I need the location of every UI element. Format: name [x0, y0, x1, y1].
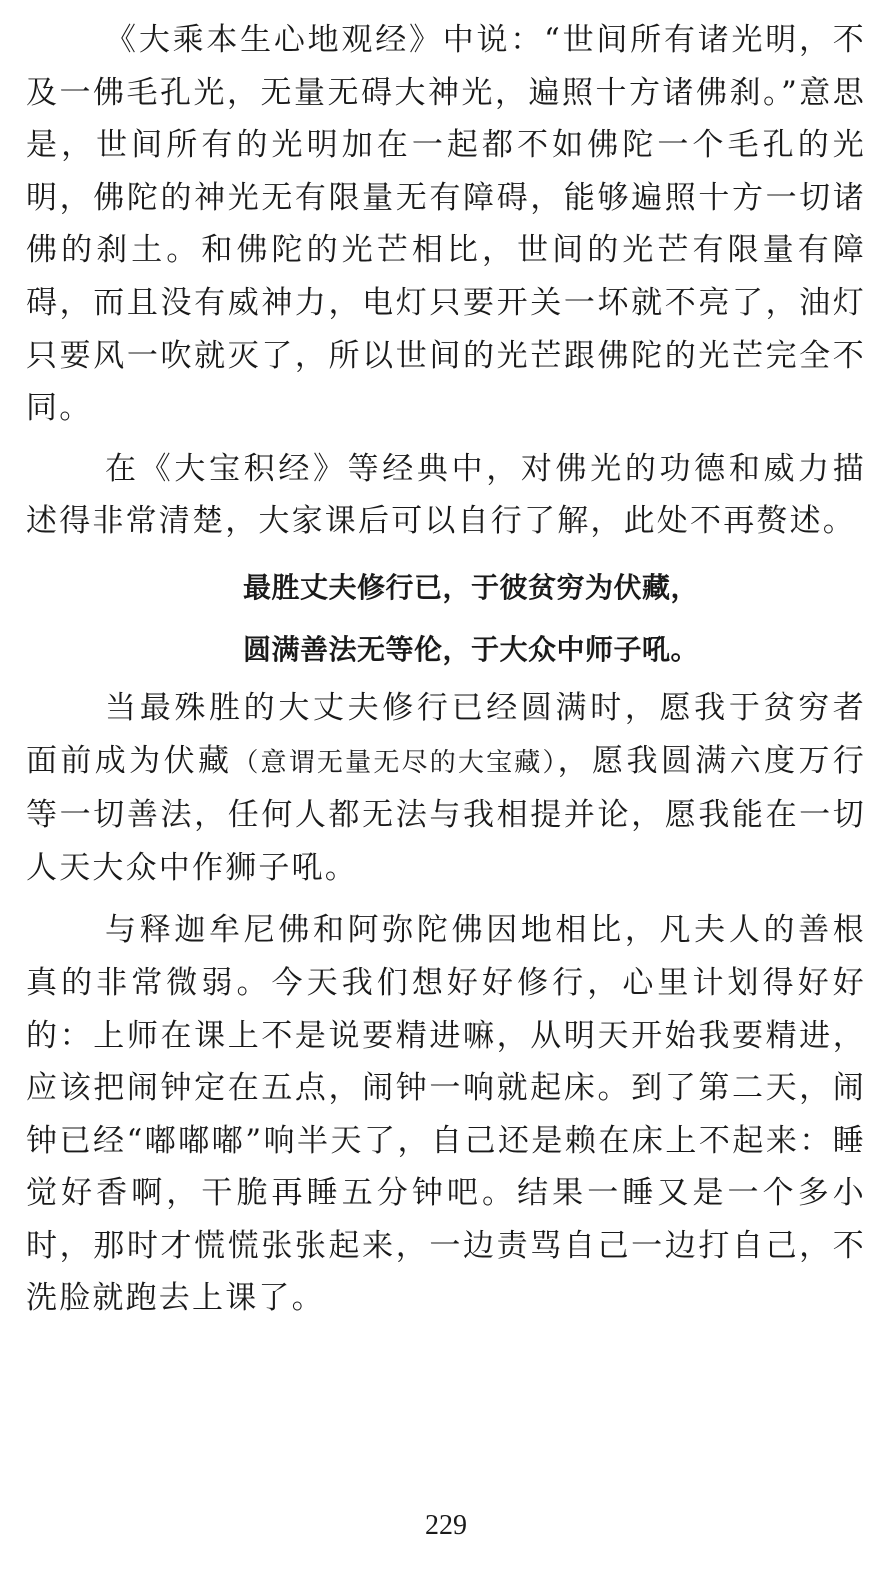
paragraph-ratnakuta-reference: 在《大宝积经》等经典中，对佛光的功德和威力描述得非常清楚，大家课后可以自行了解，此处不再赘述。	[26, 450, 866, 540]
paragraph-verse-explanation	[26, 682, 866, 894]
page-body	[26, 14, 866, 1325]
explanation-note: （意谓无量无尽的大宝藏）	[232, 747, 558, 778]
paragraph-alarm-clock-story: 与释迦牟尼佛和阿弥陀佛因地相比，凡夫人的善根真的非常微弱。今天我们想好好修行，心里计划得好好的：上师在课上不是说要精进嘛，从明天开始我要精进，应该把闹钟定在五点，闹钟一响就起床。到了第二天，闹钟已经“嘟嘟嘟”响半天了，自己还是赖在床上不起来：睡觉好香啊，干脆再睡五分钟吧。结果一睡又是一个多小时，那时才慌慌张张起来，一边责骂自己一边打自己，不洗脸就跑去上课了。	[26, 912, 866, 1317]
verse-line-1: 最胜丈夫修行已，于彼贫穷为伏藏，	[242, 570, 699, 604]
explanation-text: 当最殊胜的大丈夫修行已经圆满时，愿我于贫穷者面前成为伏藏	[26, 689, 866, 779]
verse-line-2: 圆满善法无等伦，于大众中师子吼。	[242, 632, 699, 666]
paragraph-sutra-quote: 《大乘本生心地观经》中说：“世间所有诸光明，不及一佛毛孔光，无量无碍大神光，遍照十方诸佛刹。”意思是，世间所有的光明加在一起都不如佛陀一个毛孔的光明，佛陀的神光无有限量无有障碍，能够遍照十方一切诸佛的刹土。和佛陀的光芒相比，世间的光芒有限量有障碍，而且没有威神力，电灯只要开关一坏就不亮了，油灯只要风一吹就灭了，所以世间的光芒跟佛陀的光芒完全不同。	[26, 22, 866, 427]
explanation-text-continued: ，愿我圆满六度万行等一切善法，任何人都无法与我相提并论，愿我能在一切人天大众中作狮子吼。	[26, 742, 866, 886]
page-number: 229	[425, 1510, 467, 1541]
